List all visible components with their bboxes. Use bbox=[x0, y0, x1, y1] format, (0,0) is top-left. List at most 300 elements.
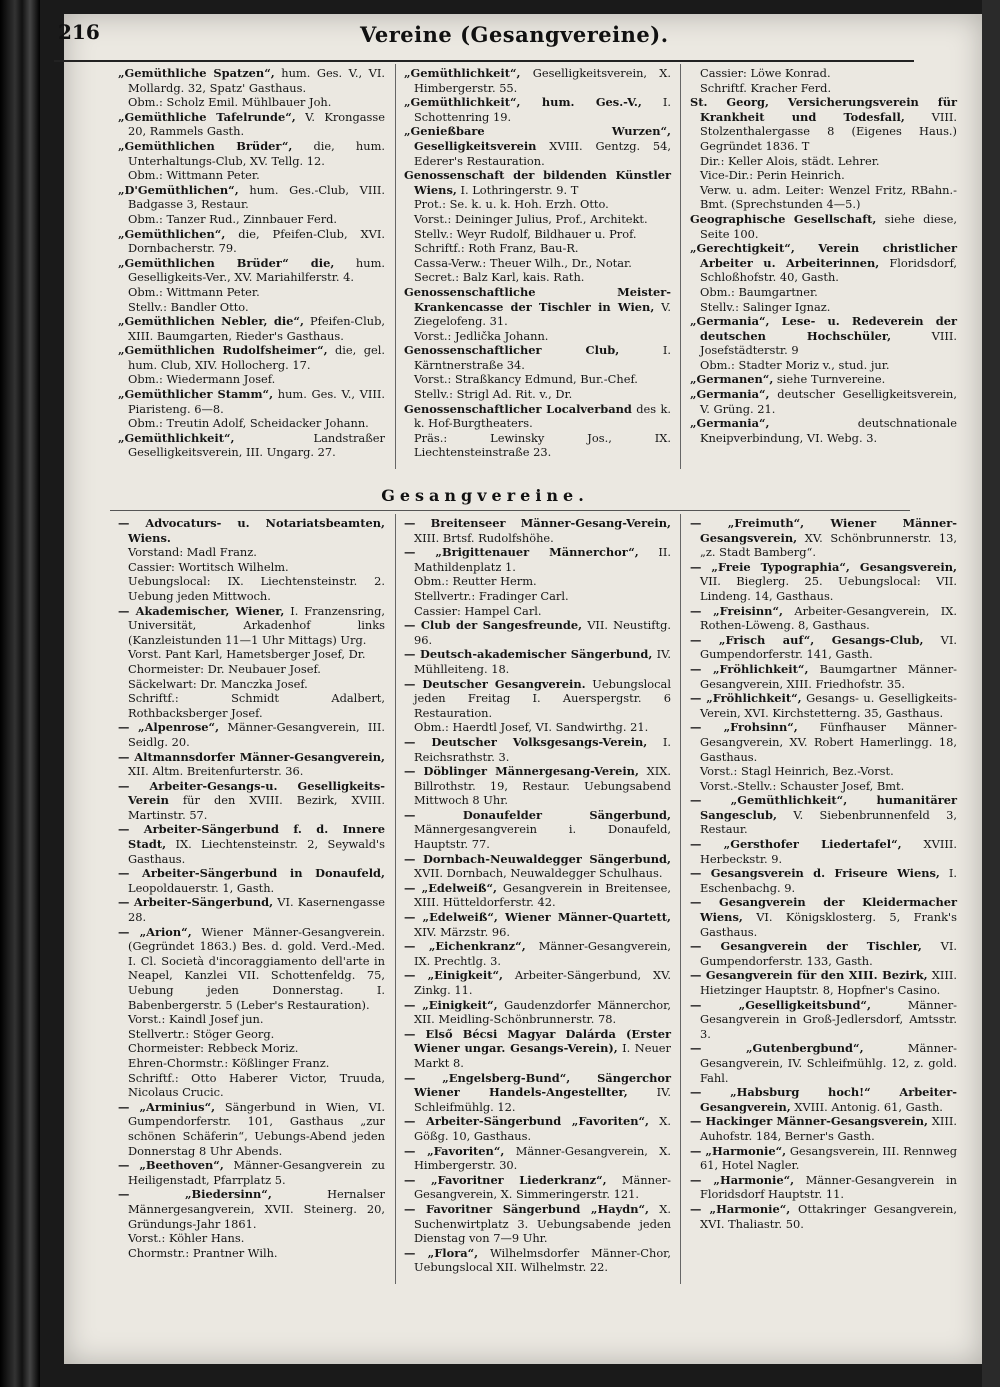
directory-entry bbox=[404, 735, 671, 764]
directory-entry bbox=[404, 1114, 671, 1143]
directory-entry bbox=[690, 1085, 957, 1114]
entry-name: — Deutscher Volksgesangs-Verein, bbox=[404, 734, 648, 749]
directory-entry bbox=[404, 618, 671, 647]
entry-details: Vice-Dir.: Perin Heinrich. bbox=[700, 168, 845, 183]
directory-entry bbox=[404, 968, 671, 997]
directory-entry bbox=[690, 1144, 957, 1173]
entry-details: deutschnationale Kneipverbindung, VI. Webg. 3. bbox=[700, 416, 957, 445]
entry-details: VIII. Josefstädterstr. 9 bbox=[700, 328, 957, 358]
entry-details: Chormeister: Dr. Neubauer Josef. bbox=[128, 661, 321, 676]
entry-details: VI. Königsklosterg. 5, Frank's Gasthaus. bbox=[700, 910, 957, 939]
directory-entry bbox=[404, 516, 671, 545]
entry-details: XVII. Dornbach, Neuwaldegger Schulhaus. bbox=[414, 866, 663, 881]
entry-details: XIX. Billrothstr. 19, Restaur. Uebungsabend Mittwoch 8 Uhr. bbox=[414, 764, 671, 808]
entry-name: „Gemüthliche Tafelrunde“, bbox=[118, 109, 296, 124]
entry-name: — Club der Sangesfreunde, bbox=[404, 618, 583, 633]
entry-name: „Gemüthlichkeit“, bbox=[404, 66, 521, 80]
directory-entry bbox=[404, 256, 671, 271]
entry-name: „D'Gemüthlichen“, bbox=[118, 182, 239, 197]
entry-name: Genossenschaft der bildenden Künstler Wiens, bbox=[404, 168, 671, 197]
entry-name: — Arbeiter-Gesangs-u. Geselligkeits-Verein bbox=[118, 778, 385, 808]
directory-entry bbox=[118, 212, 385, 227]
entry-name: „Gemüthlichkeit“, bbox=[118, 430, 235, 445]
entry-details: V. Siebenbrunnenfeld 3, Restaur. bbox=[700, 807, 957, 837]
directory-entry bbox=[404, 604, 671, 619]
entry-name: — „Beethoven“, bbox=[118, 1158, 224, 1173]
directory-entry bbox=[690, 212, 957, 241]
entry-details: Männer-Gesangverein, IX. Prechtlg. 3. bbox=[414, 939, 671, 968]
directory-entry bbox=[118, 1100, 385, 1158]
directory-entry bbox=[118, 691, 385, 720]
directory-entry bbox=[404, 402, 671, 431]
entry-name: — „Habsburg hoch!“ Arbeiter-Gesangverein, bbox=[690, 1085, 957, 1114]
entry-name: — „Fröhlichkeit“, bbox=[690, 691, 802, 706]
entry-details: X. Suchenwirtplatz 3. Uebungsabende jeden Dienstag von 7—9 Uhr. bbox=[414, 1201, 671, 1246]
entry-details: die, hum. Unterhaltungs-Club, XV. Tellg. 12. bbox=[128, 138, 385, 168]
entry-name: — „Freie Typographia“, Gesangsverein, bbox=[690, 559, 957, 574]
directory-entry bbox=[118, 545, 385, 560]
entry-details: Männer-Gesangverein, IV. Schleifmühlg. 12, z. gold. Fahl. bbox=[700, 1041, 957, 1085]
entry-name: — Arbeiter-Sängerbund, bbox=[118, 895, 274, 910]
entry-details: Wilhelmsdorfer Männer-Chor, Uebungslocal XII. Wilhelmstr. 22. bbox=[414, 1245, 671, 1275]
directory-entry bbox=[118, 1071, 385, 1100]
entry-details: Schriftf. Kracher Ferd. bbox=[700, 80, 832, 95]
entry-details: deutscher Geselligkeitsverein, V. Grüng. 21. bbox=[700, 387, 957, 416]
directory-entry bbox=[118, 183, 385, 212]
directory-entry bbox=[118, 227, 385, 256]
entry-details: Stellv.: Weyr Rudolf, Bildhauer u. Prof. bbox=[414, 226, 637, 241]
directory-entry bbox=[404, 574, 671, 589]
entry-name: — „Edelweiß“, bbox=[404, 880, 497, 895]
entry-details: hum. Ges.-Club, VIII. Badgasse 3, Restaur. bbox=[128, 182, 385, 212]
entry-details: Uebungslocal jeden Freitag I. Auerspergstr. 6 Restauration. bbox=[414, 676, 671, 720]
directory-entry bbox=[118, 604, 385, 648]
entry-name: — Deutscher Gesangverein. bbox=[404, 676, 586, 691]
entry-name: — „Arminius“, bbox=[118, 1099, 216, 1114]
entry-details: Vorst.: Köhler Hans. bbox=[128, 1231, 245, 1246]
directory-entry bbox=[690, 241, 957, 285]
directory-entry bbox=[404, 124, 671, 168]
directory-entry bbox=[118, 110, 385, 139]
entry-name: — Arbeiter-Sängerbund f. d. Innere Stadt, bbox=[118, 822, 385, 852]
directory-entry bbox=[404, 1027, 671, 1071]
directory-entry bbox=[118, 750, 385, 779]
entry-details: I. Eschenbachg. 9. bbox=[700, 866, 957, 895]
entry-details: die, Pfeifen-Club, XVI. Dornbacherstr. 79. bbox=[128, 226, 385, 256]
lower-right-column bbox=[690, 516, 957, 1231]
entry-details: siehe diese, Seite 100. bbox=[700, 211, 958, 241]
entry-details: II. Mathildenplatz 1. bbox=[414, 545, 671, 574]
entry-details: Baumgartner Männer-Gesangverein, XIII. Friedhofstr. 35. bbox=[700, 661, 957, 691]
entry-details: Stellvertr.: Stöger Georg. bbox=[128, 1026, 275, 1041]
entry-name: Genossenschaftlicher Club, bbox=[404, 343, 620, 358]
directory-entry bbox=[404, 808, 671, 852]
entry-details: die, gel. hum. Club, XIV. Hollocherg. 17. bbox=[128, 343, 385, 372]
directory-entry bbox=[404, 270, 671, 285]
directory-entry bbox=[118, 574, 385, 603]
directory-entry bbox=[118, 677, 385, 692]
directory-entry bbox=[118, 720, 385, 749]
adjacent-page-edge bbox=[982, 0, 1000, 1387]
directory-entry bbox=[690, 285, 957, 300]
directory-entry bbox=[690, 95, 957, 153]
directory-entry bbox=[404, 241, 671, 256]
entry-details: Obm.: Scholz Emil. Mühlbauer Joh. bbox=[128, 95, 332, 110]
entry-details: Dir.: Keller Alois, städt. Lehrer. bbox=[700, 153, 880, 168]
entry-details: Männer-Gesangverein in Groß-Jedlersdorf, Amtsstr. 3. bbox=[700, 997, 957, 1041]
entry-details: Obm.: Wiedermann Josef. bbox=[128, 372, 276, 387]
directory-entry bbox=[404, 1246, 671, 1275]
directory-entry bbox=[118, 1158, 385, 1187]
directory-entry bbox=[404, 1144, 671, 1173]
entry-details: Männer-Gesangverein, X. Simmeringerstr. 121. bbox=[414, 1172, 671, 1202]
entry-name: — Gesangverein für den XIII. Bezirk, bbox=[690, 968, 928, 983]
entry-name: — „Einigkeit“, bbox=[404, 997, 498, 1012]
entry-details: Vorstand: Madl Franz. bbox=[128, 545, 257, 560]
entry-name: — Breitenseer Männer-Gesang-Verein, bbox=[404, 516, 671, 530]
entry-details: Uebungslocal: IX. Liechtensteinstr. 2. Uebung jeden Mittwoch. bbox=[128, 574, 385, 603]
entry-details: Schriftf.: Roth Franz, Bau-R. bbox=[414, 241, 579, 256]
directory-entry bbox=[690, 866, 957, 895]
directory-entry bbox=[404, 343, 671, 372]
entry-name: — „Edelweiß“, Wiener Männer-Quartett, bbox=[404, 910, 671, 925]
directory-entry bbox=[404, 1202, 671, 1246]
entry-details: IV. Mühlleiteng. 18. bbox=[414, 647, 671, 676]
directory-entry bbox=[118, 866, 385, 895]
directory-entry bbox=[404, 168, 671, 197]
directory-entry bbox=[118, 343, 385, 372]
entry-details: Gesangverein in Breitensee, XIII. Hütteldorferstr. 42. bbox=[414, 880, 672, 910]
entry-name: — Dornbach-Neuwaldegger Sängerbund, bbox=[404, 851, 671, 866]
entry-name: „Gemüthlichen“, bbox=[118, 226, 226, 241]
directory-entry bbox=[404, 1071, 671, 1115]
directory-entry bbox=[118, 95, 385, 110]
entry-details: Fünfhauser Männer-Gesangverein, XV. Robert Hamerlingg. 18, Gasthaus. bbox=[700, 720, 957, 764]
directory-entry bbox=[690, 939, 957, 968]
entry-name: „Gerechtigkeit“, Verein christlicher Arbeiter u. Arbeiterinnen, bbox=[690, 241, 957, 270]
directory-entry bbox=[118, 314, 385, 343]
entry-details: Wiener Männer-Gesangverein. (Gegründet 1863.) Bes. d. gold. Verd.-Med. I. Cl. Società d'incoraggiamento dell'arte in Neapel, Kanzlei VII. Schottenfeldg. 75, Uebung jeden Donnerstag. I. Babenbergerstr. 5 (Leber's Restauration). bbox=[128, 924, 385, 1012]
entry-details: XIII. Auhofstr. 184, Berner's Gasth. bbox=[700, 1114, 957, 1143]
column-divider bbox=[395, 514, 396, 1284]
directory-entry bbox=[690, 314, 957, 358]
entry-details: Vorst. Pant Karl, Hametsberger Josef, Dr. bbox=[128, 647, 366, 662]
entry-name: — Favoritner Sängerbund „Haydn“, bbox=[404, 1201, 650, 1216]
directory-entry bbox=[118, 1231, 385, 1246]
entry-name: — „Harmonie“, bbox=[690, 1201, 791, 1216]
entry-name: — „Harmonie“, bbox=[690, 1172, 795, 1187]
entry-details: I. Schottenring 19. bbox=[414, 95, 671, 124]
entry-name: — „Engelsberg-Bund“, Sängerchor Wiener Handels-Angestellter, bbox=[404, 1070, 671, 1100]
directory-entry bbox=[404, 212, 671, 227]
entry-name: — „Gersthofer Liedertafel“, bbox=[690, 837, 902, 852]
entry-details: XV. Schönbrunnerstr. 13, „z. Stadt Bamberg“. bbox=[700, 530, 957, 560]
directory-entry bbox=[690, 720, 957, 764]
entry-details: Arbeiter-Sängerbund, XV. Zinkg. 11. bbox=[414, 968, 671, 997]
directory-entry bbox=[690, 168, 957, 183]
entry-details: Gaudenzdorfer Männerchor, XII. Meidling-Schönbrunnerstr. 78. bbox=[414, 997, 671, 1027]
entry-details: Stellv.: Salinger Ignaz. bbox=[700, 299, 831, 314]
directory-entry bbox=[118, 1027, 385, 1042]
entry-details: Pfeifen-Club, XIII. Baumgarten, Rieder's Gasthaus. bbox=[128, 314, 385, 343]
directory-entry bbox=[404, 677, 671, 721]
entry-details: des k. k. Hof-Burgtheaters. bbox=[414, 401, 671, 431]
directory-entry bbox=[404, 910, 671, 939]
directory-entry bbox=[690, 1041, 957, 1085]
entry-name: — „Frohsinn“, bbox=[690, 720, 798, 735]
entry-details: hum. Geselligkeits-Ver., XV. Mariahilferstr. 4. bbox=[128, 255, 385, 285]
directory-entry bbox=[404, 852, 671, 881]
directory-entry bbox=[118, 300, 385, 315]
entry-name: „Germanen“, bbox=[690, 372, 774, 387]
entry-name: — „Eichenkranz“, bbox=[404, 939, 526, 954]
entry-details: hum. Ges. V., VI. Mollardg. 32, Spatz' Gasthaus. bbox=[128, 66, 385, 95]
column-divider bbox=[680, 64, 681, 469]
entry-details: Obm.: Treutin Adolf, Scheidacker Johann. bbox=[128, 416, 369, 431]
entry-details: Chormeister: Rebbeck Moriz. bbox=[128, 1041, 299, 1056]
entry-details: Männer-Gesangverein, X. Himbergerstr. 30. bbox=[414, 1143, 672, 1173]
directory-entry bbox=[690, 154, 957, 169]
entry-details: Obm.: Tanzer Rud., Zinnbauer Ferd. bbox=[128, 211, 338, 226]
directory-entry bbox=[118, 1041, 385, 1056]
entry-details: Vorst.: Straßkancy Edmund, Bur.-Chef. bbox=[414, 372, 638, 387]
entry-details: VI. Gumpendorferstr. 133, Gasth. bbox=[700, 939, 958, 968]
directory-entry bbox=[118, 560, 385, 575]
directory-entry bbox=[404, 95, 671, 124]
directory-entry bbox=[690, 793, 957, 837]
directory-entry bbox=[690, 895, 957, 939]
entry-name: St. Georg, Versicherungsverein für Krankheit und Todesfall, bbox=[690, 95, 957, 124]
entry-name: — „Arion“, bbox=[118, 924, 192, 939]
entry-name: — „Alpenrose“, bbox=[118, 720, 220, 735]
entry-details: VII. Bieglerg. 25. Uebungslocal: VII. Lindeng. 14, Gasthaus. bbox=[700, 574, 957, 603]
directory-entry bbox=[690, 183, 957, 212]
entry-details: XVIII. Herbeckstr. 9. bbox=[700, 837, 957, 866]
directory-entry bbox=[690, 81, 957, 96]
directory-entry bbox=[690, 633, 957, 662]
entry-details: Obm.: Baumgartner. bbox=[700, 284, 818, 299]
directory-entry bbox=[690, 358, 957, 373]
entry-name: — „Fröhlichkeit“, bbox=[690, 661, 809, 676]
entry-name: — „Freisinn“, bbox=[690, 603, 783, 618]
column-divider bbox=[395, 64, 396, 469]
entry-details: VII. Neustiftg. 96. bbox=[414, 618, 671, 647]
entry-name: — „Einigkeit“, bbox=[404, 968, 504, 983]
entry-details: Ehren-Chormstr.: Kößlinger Franz. bbox=[128, 1055, 330, 1070]
directory-entry bbox=[690, 604, 957, 633]
entry-details: Präs.: Lewinsky Jos., IX. Liechtensteinstraße 23. bbox=[414, 430, 671, 460]
entry-details: I. Lothringerstr. 9. T bbox=[456, 182, 579, 197]
entry-details: XIII. Hietzinger Hauptstr. 8, Hopfner's Casino. bbox=[700, 968, 957, 997]
entry-details: Cassier: Wortitsch Wilhelm. bbox=[128, 559, 289, 574]
upper-left-column bbox=[118, 66, 385, 460]
directory-entry bbox=[690, 779, 957, 794]
entry-details: XII. Altm. Breitenfurterstr. 36. bbox=[128, 764, 304, 779]
entry-details: Vorst.: Stagl Heinrich, Bez.-Vorst. bbox=[700, 764, 894, 779]
directory-entry bbox=[118, 256, 385, 285]
directory-entry bbox=[690, 968, 957, 997]
entry-name: — Döblinger Männergesang-Verein, bbox=[404, 764, 639, 779]
directory-entry bbox=[118, 285, 385, 300]
entry-name: Genossenschaftliche Meister-Krankencasse der Tischler in Wien, bbox=[404, 284, 671, 314]
entry-name: — Deutsch-akademischer Sängerbund, bbox=[404, 647, 653, 662]
directory-entry bbox=[118, 1187, 385, 1231]
entry-name: — Altmannsdorfer Männer-Gesangverein, bbox=[118, 749, 385, 764]
entry-details: I. Neuer Markt 8. bbox=[414, 1041, 671, 1070]
entry-name: — Arbeiter-Sängerbund „Favoriten“, bbox=[404, 1114, 650, 1129]
entry-details: Hernalser Männergesangverein, XVII. Steinerg. 20, Gründungs-Jahr 1861. bbox=[128, 1187, 385, 1231]
entry-details: Männer-Gesangverein, III. Seidlg. 20. bbox=[128, 720, 385, 749]
directory-entry bbox=[690, 1202, 957, 1231]
entry-details: Arbeiter-Gesangverein, IX. Rothen-Löweng. 8, Gasthaus. bbox=[700, 603, 957, 633]
directory-entry bbox=[118, 1012, 385, 1027]
entry-details: I. Franzensring, Universität, Arkadenhof links (Kanzleistunden 11—1 Uhr Mittags) Urg. bbox=[128, 603, 385, 647]
directory-entry bbox=[118, 1246, 385, 1261]
directory-entry bbox=[118, 647, 385, 662]
directory-entry bbox=[118, 779, 385, 823]
entry-details: I. Reichsrathstr. 3. bbox=[414, 734, 672, 764]
directory-entry bbox=[690, 560, 957, 604]
entry-name: — Arbeiter-Sängerbund in Donaufeld, bbox=[118, 866, 385, 881]
entry-details: Chormstr.: Prantner Wilh. bbox=[128, 1245, 278, 1260]
entry-name: — Gesangverein der Tischler, bbox=[690, 939, 922, 954]
entry-name: „Genießbare Wurzen“, Geselligkeitsverein bbox=[404, 124, 671, 153]
entry-details: Vorst.-Stellv.: Schauster Josef, Bmt. bbox=[700, 778, 905, 793]
entry-name: — Advocaturs- u. Notariatsbeamten, Wiens. bbox=[118, 516, 385, 545]
entry-details: Stellvertr.: Fradinger Carl. bbox=[414, 588, 569, 603]
directory-entry bbox=[118, 1056, 385, 1071]
directory-entry bbox=[404, 1173, 671, 1202]
entry-details: Obm.: Reutter Herm. bbox=[414, 574, 537, 589]
section-heading: Gesangvereine. bbox=[381, 486, 589, 505]
directory-entry bbox=[690, 998, 957, 1042]
entry-name: — „Frisch auf“, Gesangs-Club, bbox=[690, 632, 924, 647]
directory-entry bbox=[404, 545, 671, 574]
entry-details: Secret.: Balz Karl, kais. Rath. bbox=[414, 270, 585, 285]
entry-name: „Gemüthlichkeit“, hum. Ges.-V., bbox=[404, 95, 642, 110]
entry-details: V. Ziegelofeng. 31. bbox=[414, 299, 671, 329]
directory-entry bbox=[118, 372, 385, 387]
entry-name: „Gemüthlicher Stamm“, bbox=[118, 387, 274, 402]
entry-name: — „Brigittenauer Männerchor“, bbox=[404, 545, 639, 560]
directory-entry bbox=[118, 66, 385, 95]
entry-details: Landstraßer Geselligkeitsverein, III. Ungarg. 27. bbox=[128, 430, 385, 460]
entry-details: Schriftf.: Otto Haberer Victor, Truuda, Nicolaus Crucic. bbox=[128, 1070, 385, 1100]
entry-details: hum. Ges. V., VIII. Piaristeng. 6—8. bbox=[128, 387, 385, 416]
entry-name: Genossenschaftlicher Localverband bbox=[404, 401, 632, 416]
directory-entry bbox=[690, 387, 957, 416]
directory-entry bbox=[118, 895, 385, 924]
entry-name: Geographische Gesellschaft, bbox=[690, 211, 877, 226]
entry-details: Männer-Gesangverein in Floridsdorf Hauptstr. 11. bbox=[700, 1172, 957, 1202]
entry-name: „Germania“, Lese- u. Redeverein der deutschen Hochschüler, bbox=[690, 314, 957, 343]
section-rule bbox=[110, 510, 910, 511]
entry-details: Floridsdorf, Schloßhofstr. 40, Gasth. bbox=[700, 255, 957, 285]
entry-details: für den XVIII. Bezirk, XVIII. Martinstr. 57. bbox=[128, 793, 385, 822]
directory-entry bbox=[690, 1114, 957, 1143]
entry-details: Gesangs- u. Geselligkeits-Verein, XVI. Kirchstetterng. 35, Gasthaus. bbox=[700, 691, 957, 720]
entry-details: X. Gößg. 10, Gasthaus. bbox=[414, 1114, 672, 1143]
entry-details: IV. Schleifmühlg. 12. bbox=[414, 1085, 671, 1114]
directory-entry bbox=[690, 764, 957, 779]
entry-details: Cassa-Verw.: Theuer Wilh., Dr., Notar. bbox=[414, 255, 632, 270]
entry-details: Schriftf.: Schmidt Adalbert, Rothbacksberger Josef. bbox=[128, 691, 385, 720]
entry-details: Cassier: Löwe Konrad. bbox=[700, 66, 831, 80]
entry-name: — Hackinger Männer-Gesangsverein, bbox=[690, 1114, 929, 1129]
entry-details: Verw. u. adm. Leiter: Wenzel Fritz, RBahn.-Bmt. (Sprechstunden 4—5.) bbox=[700, 182, 957, 212]
page-title: Vereine (Gesangvereine). bbox=[360, 22, 669, 47]
directory-entry bbox=[690, 372, 957, 387]
directory-entry bbox=[118, 516, 385, 545]
directory-entry bbox=[404, 227, 671, 242]
directory-entry bbox=[404, 764, 671, 808]
entry-details: VIII. Stolzenthalergasse 8 (Eigenes Haus.) Gegründet 1836. T bbox=[700, 109, 957, 153]
upper-middle-column bbox=[404, 66, 671, 460]
entry-name: — „Favoritner Liederkranz“, bbox=[404, 1172, 607, 1187]
directory-entry bbox=[404, 647, 671, 676]
entry-details: Gesangsverein, III. Rennweg 61, Hotel Nagler. bbox=[700, 1143, 957, 1173]
directory-entry bbox=[690, 662, 957, 691]
directory-entry bbox=[118, 822, 385, 866]
entry-name: — „Gemüthlichkeit“, humanitärer Sangesclub, bbox=[690, 793, 957, 822]
entry-name: — „Harmonie“, bbox=[690, 1143, 787, 1158]
directory-entry bbox=[690, 66, 957, 81]
entry-details: I. Kärntnerstraße 34. bbox=[414, 343, 671, 372]
entry-details: XIV. Märzstr. 96. bbox=[414, 924, 510, 939]
entry-details: siehe Turnvereine. bbox=[773, 372, 886, 387]
lower-middle-column bbox=[404, 516, 671, 1275]
directory-entry bbox=[118, 168, 385, 183]
directory-entry bbox=[404, 66, 671, 95]
directory-entry bbox=[118, 662, 385, 677]
page-number: 216 bbox=[58, 20, 100, 44]
entry-name: „Gemüthlichen Brüder“, bbox=[118, 138, 293, 153]
entry-details: XVIII. Gentzg. 54, Ederer's Restauration. bbox=[414, 138, 671, 168]
directory-entry bbox=[690, 416, 957, 445]
directory-entry bbox=[404, 998, 671, 1027]
entry-name: — „Flora“, bbox=[404, 1245, 479, 1260]
entry-details: Vorst.: Kaindl Josef jun. bbox=[128, 1012, 264, 1027]
entry-name: „Germania“, bbox=[690, 416, 770, 431]
directory-entry bbox=[118, 416, 385, 431]
entry-name: — Gesangsverein d. Friseure Wiens, bbox=[690, 866, 940, 881]
entry-name: — Első Bécsi Magyar Dalárda (Erster Wiener ungar. Gesangs-Verein), bbox=[404, 1026, 671, 1056]
entry-details: VI. Kasernengasse 28. bbox=[128, 895, 385, 925]
directory-entry bbox=[404, 197, 671, 212]
directory-entry bbox=[404, 881, 671, 910]
directory-entry bbox=[404, 387, 671, 402]
entry-details: Cassier: Hampel Carl. bbox=[414, 603, 542, 618]
entry-name: — „Geselligkeitsbund“, bbox=[690, 997, 871, 1012]
entry-details: Prot.: Se. k. u. k. Hoh. Erzh. Otto. bbox=[414, 197, 609, 212]
directory-entry bbox=[118, 431, 385, 460]
entry-name: — Gesangverein der Kleidermacher Wiens, bbox=[690, 895, 957, 925]
entry-name: — „Biedersinn“, bbox=[118, 1187, 272, 1202]
entry-name: „Gemüthlichen Brüder“ die, bbox=[118, 255, 335, 270]
entry-details: Geselligkeitsverein, X. Himbergerstr. 55. bbox=[414, 66, 671, 95]
directory-entry bbox=[118, 925, 385, 1013]
directory-entry bbox=[118, 387, 385, 416]
entry-name: — Donaufelder Sängerbund, bbox=[404, 807, 671, 822]
entry-details: Vorst.: Jedlička Johann. bbox=[414, 328, 549, 343]
entry-details: IX. Liechtensteinstr. 2, Seywald's Gasthaus. bbox=[128, 837, 385, 866]
entry-details: Obm.: Stadter Moriz v., stud. jur. bbox=[700, 357, 890, 372]
entry-name: „Gemüthlichen Rudolfsheimer“, bbox=[118, 343, 328, 358]
entry-details: V. Krongasse 20, Rammels Gasth. bbox=[128, 109, 385, 139]
directory-entry bbox=[690, 1173, 957, 1202]
entry-details: Männergesangverein i. Donaufeld, Hauptstr. 77. bbox=[414, 822, 671, 852]
entry-details: Obm.: Wittmann Peter. bbox=[128, 168, 260, 183]
